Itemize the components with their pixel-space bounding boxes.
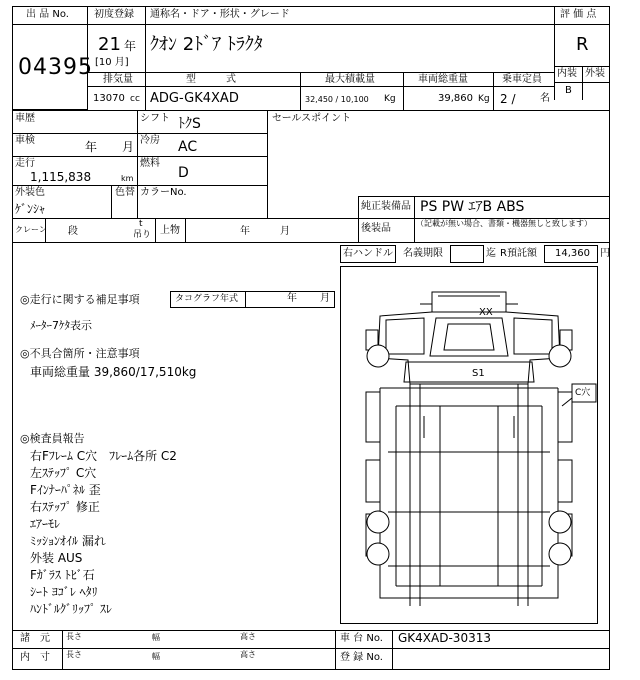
sales-point-label: セールスポイント <box>272 113 352 124</box>
inspector-line: Fｶﾞﾗｽ ﾄﾋﾞ石 <box>30 568 95 582</box>
inspector-line: 右Fﾌﾚｰﾑ C穴 ﾌﾚｰﾑ各所 C2 <box>30 449 177 463</box>
defect-note: 車両総重量 39,860/17,510kg <box>30 365 197 379</box>
inspector-line: ｴｱｰﾓﾚ <box>30 517 61 531</box>
dims-label: 諸 元 <box>20 633 50 644</box>
loading-label: 上物 <box>160 225 180 236</box>
first-reg-label: 初度登録 <box>94 9 134 20</box>
first-reg-year-unit: 年 <box>124 39 137 53</box>
recycle-unit: 円 <box>600 248 610 259</box>
registration-label: 登 録 No. <box>340 652 383 663</box>
crane-ton: t <box>139 219 143 229</box>
crane-label: クレーン <box>15 225 47 234</box>
retrofit-note: （記載が無い場合、書類・機器無しと致します） <box>416 219 592 228</box>
color-value: ｹﾞﾝｼｬ <box>15 202 46 216</box>
driving-note: ﾒｰﾀｰ7ｹﾀ表示 <box>30 319 92 332</box>
gross-weight-value: 39,860 <box>438 93 473 104</box>
displacement-value: 13070 <box>93 93 125 104</box>
crane-stage: 段 <box>68 226 78 237</box>
dims-height-label: 高さ <box>240 632 256 641</box>
tacho-month: 月 <box>320 293 330 304</box>
shift-value: ﾄｸS <box>178 116 201 132</box>
inspection-label: 車検 <box>15 135 35 146</box>
diagram-mark-s1: S1 <box>472 368 485 379</box>
max-load-value: 32,450 / 10,100 <box>305 95 369 104</box>
ownership-label: 名義期限 <box>403 248 443 259</box>
interior-length-label: 長さ <box>66 650 82 659</box>
defect-title: ◎不具合箇所・注意事項 <box>20 347 140 360</box>
aircon-value: AC <box>178 139 198 155</box>
exterior-grade-label: 外装 <box>585 68 605 79</box>
dims-width-label: 幅 <box>152 633 160 642</box>
inspection-month: 月 <box>122 140 135 154</box>
handle-label: 右ハンドル <box>343 248 393 259</box>
grade-label: 評 価 点 <box>560 9 597 20</box>
truck-diagram <box>340 266 598 624</box>
dims-length-label: 長さ <box>66 632 82 641</box>
name-label: 通称名・ドア・形状・グレード <box>150 9 290 20</box>
history-label: 車歴 <box>15 113 35 124</box>
diagram-mark-xx: XX <box>479 307 493 318</box>
fuel-label: 燃料 <box>140 158 160 169</box>
inspector-line: 左ｽﾃｯﾌﾟ C穴 <box>30 466 97 480</box>
model-name: ｸｵﾝ 2ﾄﾞｱ ﾄﾗｸﾀ <box>150 34 263 55</box>
displacement-label: 排気量 <box>103 74 133 85</box>
interior-grade-value: B <box>565 85 572 96</box>
model-code-label: 型 式 <box>186 74 236 85</box>
displacement-unit: cc <box>130 94 140 104</box>
inspector-line: ﾊﾝﾄﾞﾙｸﾞﾘｯﾌﾟ ｽﾚ <box>30 602 112 616</box>
inspector-line: ﾐｯｼｮﾝｵｲﾙ 漏れ <box>30 534 106 548</box>
loading-month: 月 <box>280 226 290 237</box>
mileage-label: 走行 <box>15 158 35 169</box>
gross-weight-label: 車両総重量 <box>418 74 468 85</box>
capacity-value: 2 / <box>500 92 516 106</box>
ownership-tail: 迄 <box>486 248 496 259</box>
inspector-line: 右ｽﾃｯﾌﾟ 修正 <box>30 500 100 514</box>
tacho-label: タコグラフ年式 <box>175 294 239 304</box>
interior-height-label: 高さ <box>240 650 256 659</box>
inspector-line: 外装 AUS <box>30 551 83 565</box>
tacho-year: 年 <box>287 293 297 304</box>
capacity-unit: 名 <box>540 93 550 104</box>
max-load-label: 最大積載量 <box>325 74 375 85</box>
color-code-label: カラーNo. <box>140 187 187 198</box>
loading-year: 年 <box>240 226 250 237</box>
mileage-unit: km <box>121 174 134 183</box>
recycle-value: 14,360 <box>555 248 590 259</box>
gross-weight-unit: Kg <box>478 94 490 104</box>
retrofit-label: 後装品 <box>361 223 391 234</box>
crane-hang: 吊り <box>133 230 152 240</box>
model-code-value: ADG-GK4XAD <box>150 91 239 106</box>
inspection-year: 年 <box>85 140 98 154</box>
grade-value: R <box>576 34 589 55</box>
shift-label: シフト <box>140 113 170 124</box>
equipment-value: PS PW ｴｱB ABS <box>420 199 525 215</box>
inspector-line: ｼｰﾄ ﾖｺﾞﾚ ﾍﾀﾘ <box>30 585 98 599</box>
first-reg-year: 21 <box>98 34 121 55</box>
inspector-lines <box>30 448 330 618</box>
aircon-label: 冷房 <box>140 135 160 146</box>
diagram-mark-c-hole: C穴 <box>575 388 591 398</box>
first-reg-month: [10 月] <box>95 57 129 68</box>
driving-notes-title: ◎走行に関する補足事項 <box>20 293 140 306</box>
interior-dims-label: 内 寸 <box>20 652 50 663</box>
chassis-label: 車 台 No. <box>340 633 383 644</box>
color-label: 外装色 <box>15 187 45 198</box>
ownership-box <box>450 245 484 263</box>
interior-width-label: 幅 <box>152 652 160 661</box>
inspector-line: Fｲﾝﾅｰﾊﾟﾈﾙ 歪 <box>30 483 101 497</box>
capacity-label: 乗車定員 <box>502 74 542 85</box>
equipment-label: 純正装備品 <box>361 201 411 212</box>
interior-grade-label: 内装 <box>557 68 577 79</box>
chassis-value: GK4XAD-30313 <box>398 631 491 645</box>
mileage-value: 1,115,838 <box>30 170 92 184</box>
inspector-title: ◎検査員報告 <box>20 432 85 445</box>
recycle-label: R預託額 <box>500 248 537 259</box>
color-change-label: 色替 <box>115 187 135 198</box>
fuel-value: D <box>178 165 189 181</box>
lot-label: 出 品 No. <box>26 9 69 20</box>
lot-number: 04395 <box>18 55 93 80</box>
max-load-unit: Kg <box>384 94 396 104</box>
